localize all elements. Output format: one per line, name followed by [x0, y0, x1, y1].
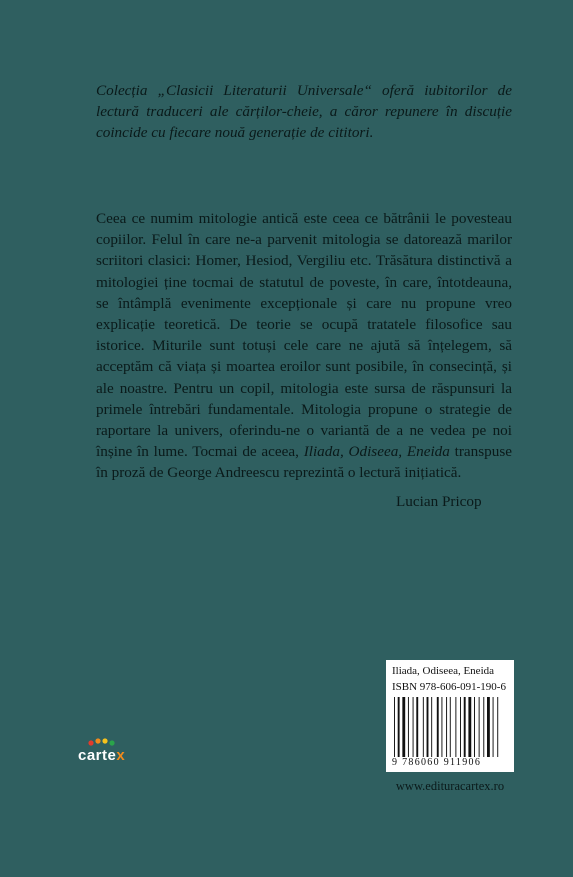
book-titles: Iliada, Odiseea, Eneida [303, 443, 450, 461]
description-part-2: transpuse în proză de George Andreescu reprezintă o lectură inițiatică. [96, 443, 512, 482]
publisher-logo [78, 747, 125, 764]
isbn-number: ISBN 978-606-091-190-6 [392, 681, 506, 693]
barcode-box [386, 660, 514, 772]
author-name: Lucian Pricop [396, 493, 482, 510]
collection-intro: Colecția „Clasicii Literaturii Universale“ oferă iubitorilor de lectură traduceri ale cărților-cheie, a căror repunere în discuție coincide cu fiecare nouă generație de cititori. [96, 82, 512, 141]
logo-x: x [116, 747, 126, 764]
barcode-book-title: Iliada, Odiseea, Eneida [392, 665, 495, 677]
description-paragraph [96, 208, 512, 484]
logo-text: carte [78, 747, 117, 764]
description-text [96, 208, 512, 484]
barcode-digits: 9 786060 911906 [392, 757, 482, 768]
publisher-website: www.edituracartex.ro [395, 779, 505, 793]
description-part-1: Ceea ce numim mitologie antică este ceea ce bătrânii le povesteau copiilor. Felul în care ne-a parvenit mitologia se datorează marilor scriitori clasici: Homer, Hesiod, Vergiliu etc. Trăsătura distinctivă a mitologiei ține tocmai de statutul de poveste, în care, întotdeauna, se întâmplă evenimente excepționale și care nu propune vreo explicație teoretică. De teorie se ocupă tratatele filosofice sau istorice. Miturile sunt totuși cele care ne ajută să înțelegem, să acceptăm că viața și moartea eroilor sunt posibile, în consecință, și ale noastre. Pentru un copil, mitologia este sursa de răspunsuri la primele întrebări fundamentale. Mitologia propune o strategie de raportare la univers, oferindu-ne o variantă de a ne vedea pe noi înșine în lume. Tocmai de aceea, [96, 210, 512, 461]
barcode-bars [394, 697, 508, 757]
